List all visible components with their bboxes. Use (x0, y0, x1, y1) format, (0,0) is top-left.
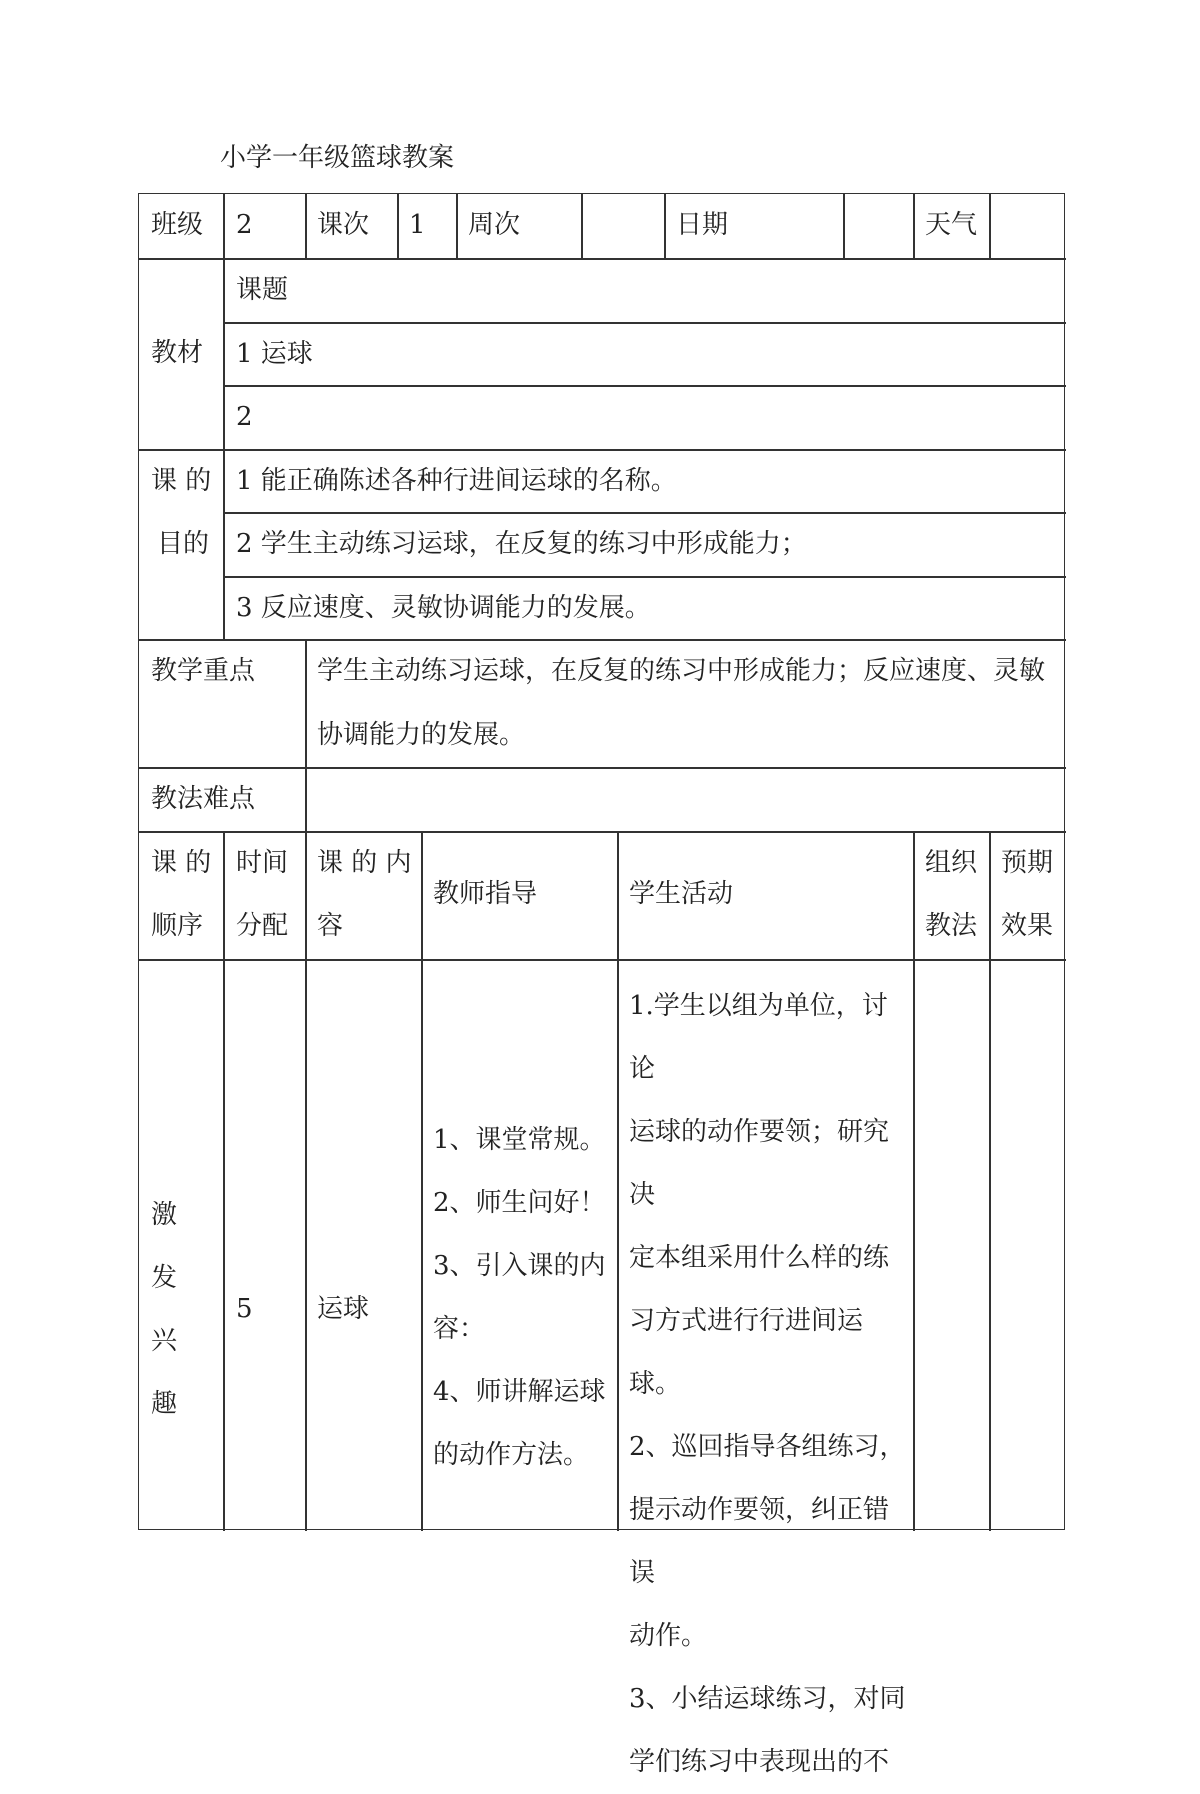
column-divider (421, 831, 423, 1531)
column-divider (223, 831, 225, 1531)
column-divider (617, 831, 619, 1531)
row-divider (139, 959, 1066, 961)
col-teacher: 教师指导 (433, 879, 538, 909)
col-expected-line2: 效果 (1001, 911, 1054, 941)
column-divider (305, 639, 307, 831)
col-organization-line1: 组织 (925, 848, 978, 878)
col-organization-line2: 教法 (925, 911, 978, 941)
row-divider (224, 576, 1066, 578)
weather-label: 天气 (925, 210, 978, 240)
date-label: 日期 (676, 210, 729, 240)
material-item-1: 1 运球 (236, 339, 313, 369)
lesson-plan-table (138, 193, 1065, 1777)
column-divider (305, 194, 307, 258)
col-time-line1: 时间 (236, 848, 289, 878)
column-divider (913, 831, 915, 1531)
row-divider (139, 449, 1066, 451)
row1-sequence-char: 激 (151, 1200, 178, 1230)
student-line: 学们练习中表现出的不 (629, 1747, 890, 1777)
objective-item-2: 2 学生主动练习运球，在反复的练习中形成能力； (236, 529, 807, 559)
teacher-line: 3、引入课的内 (433, 1251, 606, 1281)
document-title: 小学一年级篮球教案 (220, 143, 455, 173)
column-divider (223, 258, 225, 639)
row1-sequence-char: 发 (151, 1263, 178, 1293)
student-line: 1.学生以组为单位，讨论 (629, 991, 888, 1084)
row-divider (139, 639, 1066, 641)
col-student: 学生活动 (629, 879, 734, 909)
teacher-line: 容： (433, 1314, 486, 1344)
teacher-line: 1、课堂常规。 (433, 1125, 606, 1155)
row1-sequence-char: 兴 (151, 1326, 178, 1356)
student-line: 2、巡回指导各组练习， (629, 1432, 906, 1462)
lesson-value: 1 (409, 210, 426, 240)
row1-student-activity (629, 975, 911, 1794)
key-points-line2: 协调能力的发展。 (317, 720, 526, 750)
column-divider (843, 194, 845, 258)
column-divider (305, 831, 307, 1531)
column-divider (913, 194, 915, 258)
teacher-line: 2、师生问好！ (433, 1188, 606, 1218)
column-divider (456, 194, 458, 258)
column-divider (581, 194, 583, 258)
row1-content: 运球 (317, 1294, 370, 1324)
column-divider (397, 194, 399, 258)
row-divider (224, 322, 1066, 324)
class-label: 班级 (151, 210, 204, 240)
lesson-label: 课次 (317, 210, 370, 240)
student-line: 3、小结运球练习，对同 (629, 1684, 906, 1714)
row-divider (224, 385, 1066, 387)
row-divider (139, 258, 1066, 260)
material-topic: 课题 (236, 275, 289, 305)
objective-item-3: 3 反应速度、灵敏协调能力的发展。 (236, 593, 651, 623)
student-line: 动作。 (629, 1621, 708, 1651)
col-expected-line1: 预期 (1001, 848, 1054, 878)
column-divider (989, 194, 991, 258)
objectives-label-line1: 课 的 (151, 466, 212, 496)
teacher-line: 4、师讲解运球 (433, 1377, 606, 1407)
student-line: 运球的动作要领；研究决 (629, 1117, 890, 1210)
material-item-2: 2 (236, 402, 253, 432)
key-points-label: 教学重点 (151, 656, 256, 686)
column-divider (664, 194, 666, 258)
row-divider (224, 512, 1066, 514)
column-divider (989, 831, 991, 1531)
student-line: 定本组采用什么样的练 (629, 1243, 890, 1273)
column-divider (223, 194, 225, 258)
row1-teacher-guidance (433, 1109, 613, 1487)
row1-time: 5 (236, 1294, 253, 1324)
row-divider (139, 831, 1066, 833)
objective-item-1: 1 能正确陈述各种行进间运球的名称。 (236, 466, 677, 496)
key-points-line1: 学生主动练习运球，在反复的练习中形成能力；反应速度、灵敏 (317, 656, 1046, 686)
week-label: 周次 (468, 210, 521, 240)
col-time-line2: 分配 (236, 911, 289, 941)
col-sequence-line1: 课 的 (151, 848, 212, 878)
col-content-line1: 课 的 内 (317, 848, 412, 878)
difficulties-label: 教法难点 (151, 784, 256, 814)
row-divider (139, 767, 1066, 769)
student-line: 提示动作要领，纠正错误 (629, 1495, 890, 1588)
objectives-label-line2: 目的 (157, 529, 210, 559)
teacher-line: 的动作方法。 (433, 1440, 590, 1470)
row1-sequence-char: 趣 (151, 1389, 178, 1419)
col-content-line2: 容 (317, 911, 344, 941)
student-line: 习方式进行行进间运球。 (629, 1306, 864, 1399)
col-sequence-line2: 顺序 (151, 911, 204, 941)
class-value: 2 (236, 210, 253, 240)
material-label: 教材 (151, 338, 204, 368)
